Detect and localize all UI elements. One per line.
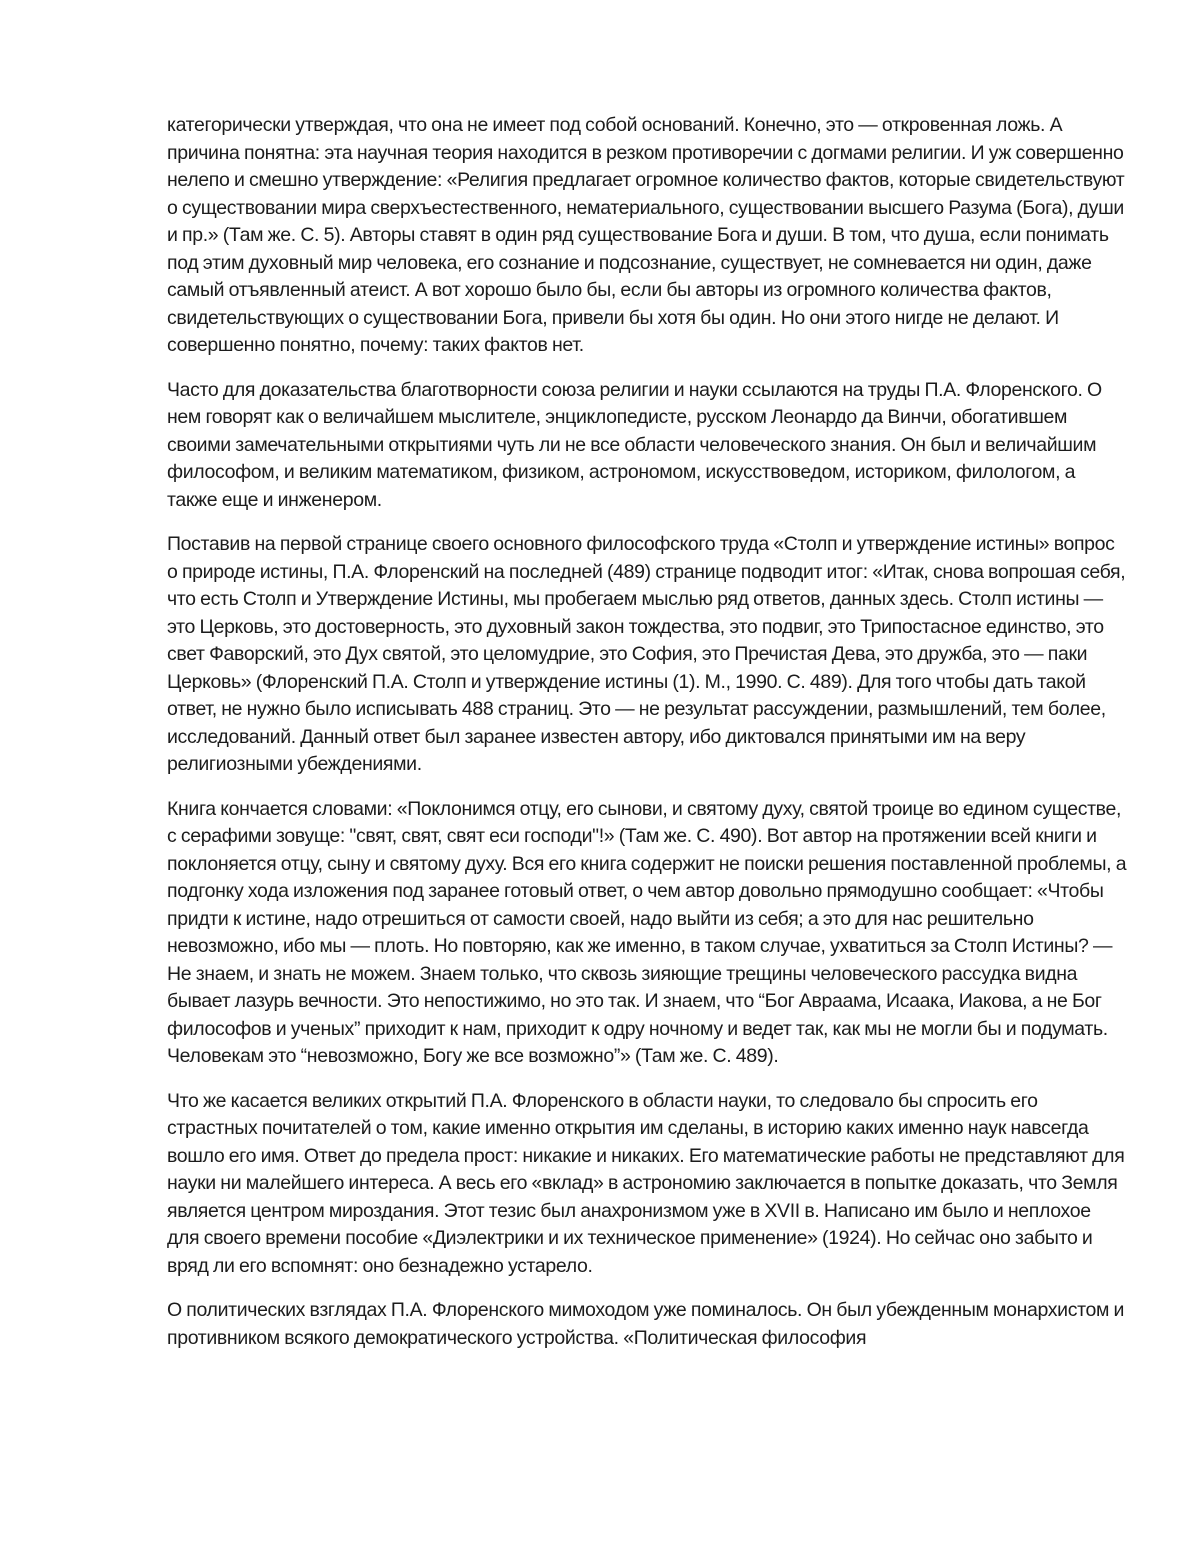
paragraph-6: О политических взглядах П.А. Флоренского мимоходом уже поминалось. Он был убежденным монархистом и противником всякого демократического устройства. «Политическая философия [167,1299,1125,1349]
paragraph-5: Что же касается великих открытий П.А. Флоренского в области науки, то следовало бы спросить его страстных почитателей о том, какие именно открытия им сделаны, в историю каких именно наук навсегда вошло его имя. Ответ до предела прост: никакие и никаких. Его математические работы не представляют для науки ни малейшего интереса. А весь его «вклад» в астрономию заключается в попытке доказать, что Земля является центром мироздания. Этот тезис был анахронизмом уже в XVII в. Написано им было и неплохое для своего времени пособие «Диэлектрики и их техническое применение» (1924). Но сейчас оно забыто и вряд ли его вспомнят: оно безнадежно устарело. [167,1089,1125,1277]
paragraph-1: категорически утверждая, что она не имеет под собой оснований. Конечно, это — откровенная ложь. А причина понятна: эта научная теория находится в резком противоречии с догмами религии. И уж совершенно нелепо и смешно утверждение: «Религия предлагает огромное количество фактов, которые свидетельствуют о существовании мира сверхъестественного, нематериального, существовании высшего Разума (Бога), души и пр.» (Там же. С. 5). Авторы ставят в один ряд существование Бога и души. В том, что душа, если понимать под этим духовный мир человека, его сознание и подсознание, существует, не сомневается ни один, даже самый отъявленный атеист. А вот хорошо было бы, если бы авторы из огромного количества фактов, свидетельствующих о существовании Бога, привели бы хотя бы один. Но они этого нигде не делают. И совершенно понятно, почему: таких фактов нет. [167,114,1125,356]
document-page [167,112,1127,1352]
paragraph-4: Книга кончается словами: «Поклонимся отцу, его сынови, и святому духу, святой троице во едином существе, с серафими зовуще: "свят, свят, свят еси господи"!» (Там же. С. 490). Вот автор на протяжении всей книги и поклоняется отцу, сыну и святому духу. Вся его книга содержит не поиски решения поставленной проблемы, а подгонку хода изложения под заранее готовый ответ, о чем автор довольно прямодушно сообщает: «Чтобы придти к истине, надо отрешиться от самости своей, надо выйти из себя; а это для нас решительно невозможно, ибо мы — плоть. Но повторяю, как же именно, в таком случае, ухватиться за Столп Истины? — Не знаем, и знать не можем. Знаем только, что сквозь зияющие трещины человеческого рассудка видна бывает лазурь вечности. Это непостижимо, но это так. И знаем, что “Бог Авраама, Исаака, Иакова, а не Бог философов и ученых” приходит к нам, приходит к одру ночному и ведет так, как мы не могли бы и подумать. Человекам это “невозможно, Богу же все возможно”» (Там же. С. 489). [167,797,1127,1067]
paragraph-2: Часто для доказательства благотворности союза религии и науки ссылаются на труды П.А. Флоренского. О нем говорят как о величайшем мыслителе, энциклопедисте, русском Леонардо да Винчи, обогатившем своими замечательными открытиями чуть ли не все области человеческого знания. Он был и величайшим философом, и великим математиком, физиком, астрономом, искусствоведом, историком, филологом, а также еще и инженером. [167,378,1102,511]
paragraph-3: Поставив на первой странице своего основного философского труда «Столп и утверждение истины» вопрос о природе истины, П.А. Флоренский на последней (489) странице подводит итог: «Итак, снова вопрошая себя, что есть Столп и Утверждение Истины, мы пробегаем мыслью ряд ответов, данных здесь. Столп истины — это Церковь, это достоверность, это духовный закон тождества, это подвиг, это Трипостасное единство, это свет Фаворский, это Дух святой, это целомудрие, это София, это Пречистая Дева, это дружба, это — паки Церковь» (Флоренский П.А. Столп и утверждение истины (1). М., 1990. С. 489). Для того чтобы дать такой ответ, не нужно было исписывать 488 страниц. Это — не результат рассуждении, размышлений, тем более, исследований. Данный ответ был заранее известен автору, ибо диктовался принятыми им на веру религиозными убеждениями. [167,533,1126,775]
